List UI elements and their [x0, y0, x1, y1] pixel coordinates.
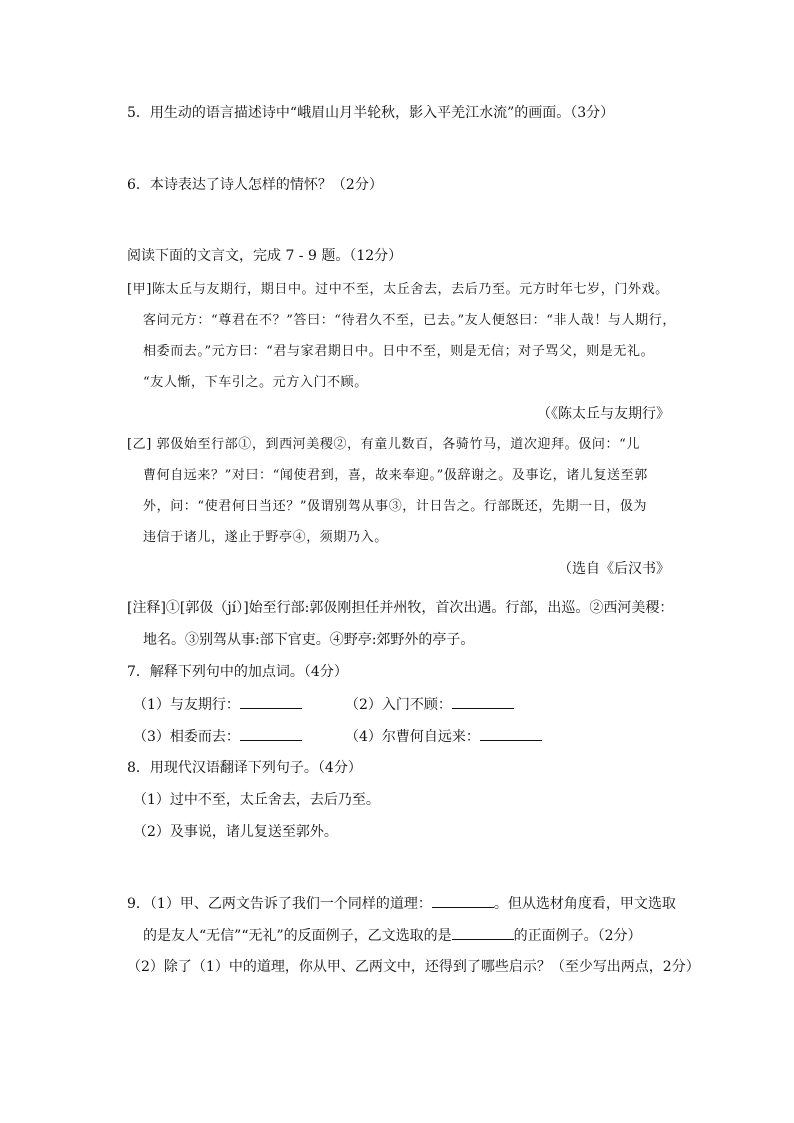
answer-blank[interactable] — [240, 726, 302, 741]
item-label: （3）相委而去： — [133, 729, 240, 745]
answer-blank[interactable] — [240, 694, 302, 709]
question-9-line-3: （2）除了（1）中的道理，你从甲、乙两文中，还得到了哪些启示？（至少写出两点，2分） — [127, 959, 700, 975]
passage-yi-line: [乙] 郭伋始至行部①，到西河美稷②，有童儿数百，各骑竹马，道次迎拜。伋问：“儿 — [127, 437, 640, 452]
question-8-title: 8．用现代汉语翻译下列句子。（4分） — [127, 760, 362, 776]
passage-yi-line: 外，问：“使君何日当还？”伋谓别驾从事③，计日告之。行部既还，先期一日，伋为 — [143, 499, 648, 514]
question-8-item-2: （2）及事说，诸儿复送至郭外。 — [133, 824, 338, 840]
annotation-line: [注释]①[郭伋（jí）]始至行部:郭伋刚担任并州牧，首次出遇。行部，出巡。②西河美稷： — [127, 600, 674, 616]
item-label: （2）入门不顾： — [345, 697, 452, 713]
source-jia: （《陈太丘与友期行》 — [537, 406, 670, 422]
passage-jia-line: [甲]陈太丘与友期行，期日中。过中不至，太丘舍去，去后乃至。元方时年七岁，门外戏。 — [127, 282, 669, 297]
question-8-item-1: （1）过中不至，太丘舍去，去后乃至。 — [133, 792, 380, 808]
annotation-line: 地名。③别驾从事:部下官吏。④野亭:郊野外的亭子。 — [143, 632, 475, 648]
question-5: 5．用生动的语言描述诗中“峨眉山月半轮秋，影入平羌江水流”的画面。（3分） — [127, 105, 615, 121]
item-label: （4）尔曹何自远来： — [345, 729, 480, 745]
q9-text: 的是友人“无信”“无礼”的反面例子，乙文选取的是 — [143, 928, 452, 944]
passage-jia-line: “友人惭，下车引之。元方入门不顾。 — [143, 375, 368, 390]
answer-blank[interactable] — [432, 893, 494, 908]
reading-instructions: 阅读下面的文言文，完成 7 - 9 题。（12分） — [127, 248, 403, 264]
answer-blank[interactable] — [480, 726, 542, 741]
answer-blank[interactable] — [452, 694, 514, 709]
q9-text: 的正面例子。（2分） — [513, 928, 642, 944]
question-7-item-4 — [345, 726, 542, 747]
q9-text: 。但从选材角度看，甲文选取 — [493, 896, 676, 912]
passage-yi-line: 曹何自远来？”对曰：“闻使君到，喜，故来奉迎。”伋辞谢之。及事讫，诸儿复送至郭 — [143, 468, 648, 483]
question-7-title: 7．解释下列句中的加点词。（4分） — [127, 664, 348, 680]
item-label: （1）与友期行： — [133, 697, 240, 713]
question-9-line-2 — [143, 925, 642, 946]
q9-text: 9．（1）甲、乙两文告诉了我们一个同样的道理： — [127, 896, 432, 912]
question-7-item-1 — [133, 694, 302, 715]
passage-yi-line: 违信于诸儿，遂止于野亭④，须期乃入。 — [143, 530, 388, 545]
question-7-item-2 — [345, 694, 514, 715]
question-7-item-3 — [133, 726, 302, 747]
passage-jia-line: 客问元方：“尊君在不？”答曰：“待君久不至，已去。”友人便怒曰：“非人哉！与人期行， — [143, 313, 676, 328]
answer-blank[interactable] — [452, 925, 514, 940]
source-yi: （选自《后汉书》 — [558, 561, 670, 577]
question-6: 6．本诗表达了诗人怎样的情怀？（2分） — [127, 177, 383, 193]
question-9-line-1 — [127, 893, 676, 914]
passage-jia-line: 相委而去。”元方曰：“君与家君期日中。日中不至，则是无信；对子骂父，则是无礼。 — [143, 344, 655, 359]
